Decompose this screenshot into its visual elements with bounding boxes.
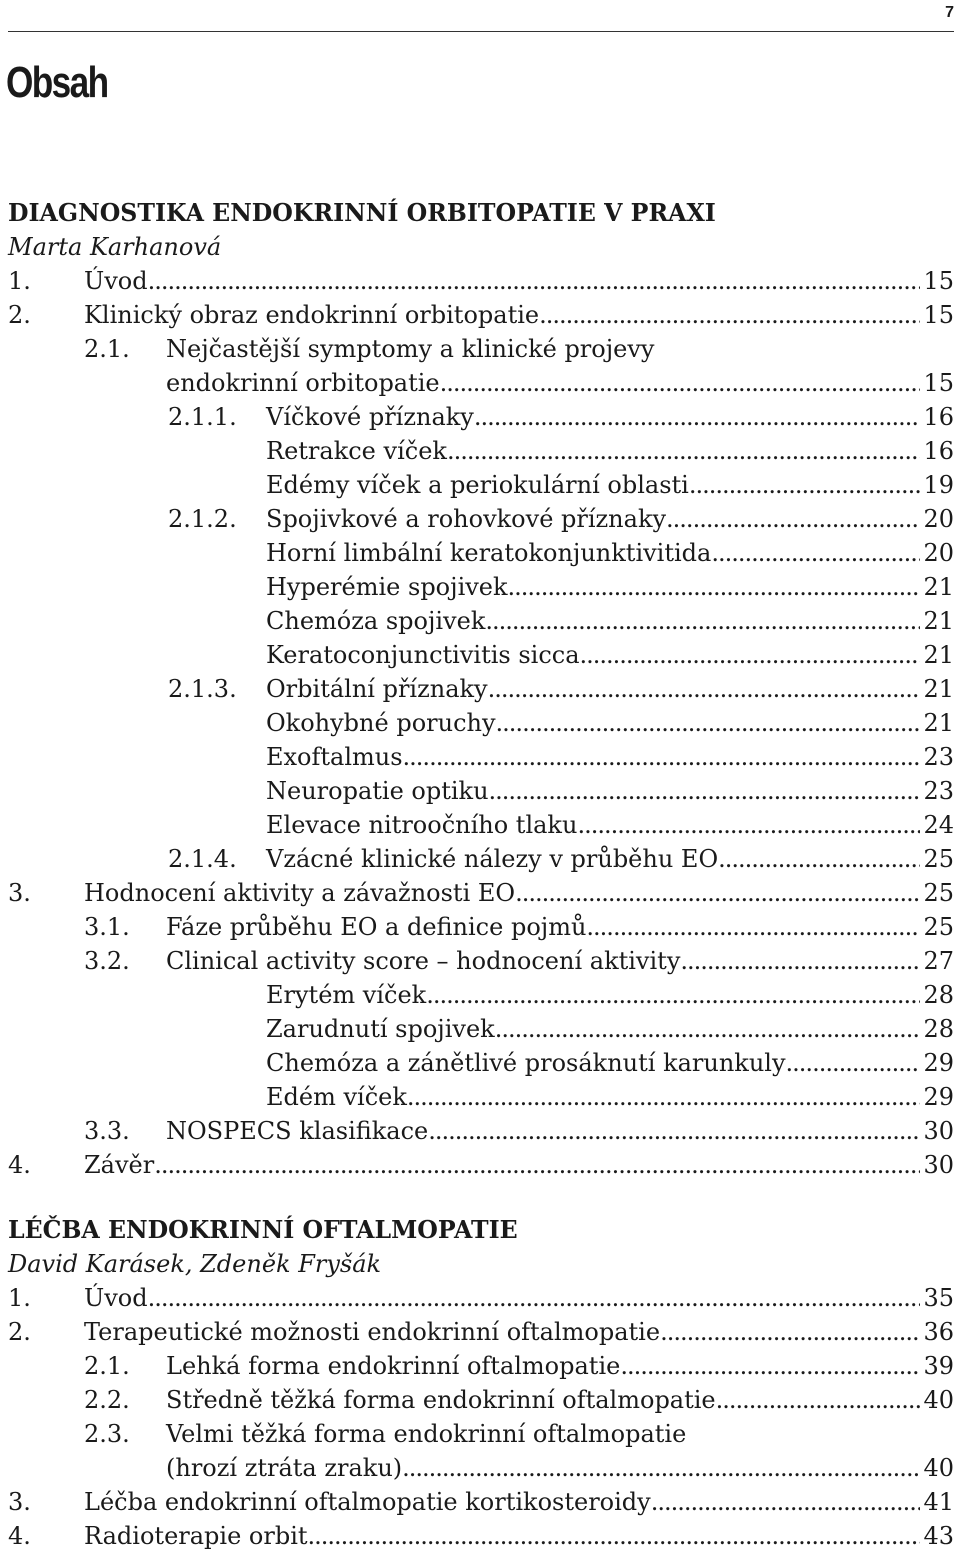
toc-entry-text[interactable]: Velmi těžká forma endokrinní oftalmopatie [166, 1417, 686, 1451]
dot-leader [308, 1519, 921, 1553]
toc-entry-page[interactable]: 41 [920, 1485, 954, 1519]
toc-section-diagnostika [8, 196, 954, 1182]
toc-row [8, 434, 954, 468]
toc-entry-page[interactable]: 23 [920, 774, 954, 808]
toc-entry[interactable] [266, 740, 954, 774]
toc-entry-page[interactable]: 19 [920, 468, 954, 502]
dot-leader [620, 1349, 920, 1383]
toc-entry-page[interactable]: 15 [920, 366, 954, 400]
dot-leader [577, 808, 920, 842]
toc-entry-page[interactable]: 21 [920, 706, 954, 740]
section-author: Marta Karhanová [8, 233, 222, 261]
dot-leader [515, 876, 920, 910]
toc-entry-page[interactable]: 21 [920, 672, 954, 706]
dot-leader [148, 1281, 921, 1315]
toc-row [8, 638, 954, 672]
toc-entry-number: 1. [8, 1284, 31, 1312]
toc-entry[interactable] [266, 502, 954, 536]
toc-entry-text[interactable]: Úvod [84, 1281, 148, 1315]
toc-entry-page[interactable]: 39 [920, 1349, 954, 1383]
toc-entry-text[interactable]: Okohybné poruchy [266, 706, 496, 740]
dot-leader [718, 842, 920, 876]
toc-entry-number: 2.1. [84, 335, 130, 363]
toc-entry-number: 2.1.2. [168, 505, 237, 533]
dot-leader [716, 1383, 921, 1417]
section-author: David Karásek, Zdeněk Fryšák [8, 1250, 382, 1278]
toc-entry-text[interactable]: Vzácné klinické nálezy v průběhu EO [266, 842, 718, 876]
toc-row [8, 1281, 954, 1315]
toc-entry[interactable] [84, 1315, 954, 1349]
toc-entry[interactable] [266, 978, 954, 1012]
toc-entry-text[interactable]: Clinical activity score – hodnocení aktivity [166, 944, 680, 978]
toc-entry[interactable] [266, 842, 954, 876]
toc-entry[interactable] [84, 1485, 954, 1519]
toc-entry-text[interactable]: Nejčastější symptomy a klinické projevy [166, 332, 654, 366]
toc-entry-text[interactable]: (hrozí ztráta zraku) [166, 1451, 402, 1485]
toc-entry-page[interactable]: 30 [920, 1148, 954, 1182]
toc-entry-text[interactable]: Fáze průběhu EO a definice pojmů [166, 910, 586, 944]
toc-entry-number: 2.1.1. [168, 403, 237, 431]
toc-entry-text[interactable]: Úvod [84, 264, 148, 298]
toc-entry-text[interactable]: Klinický obraz endokrinní orbitopatie [84, 298, 539, 332]
toc-entry-page[interactable]: 25 [920, 842, 954, 876]
toc-entry-page[interactable]: 29 [920, 1046, 954, 1080]
toc-entry[interactable] [166, 1383, 954, 1417]
toc-entry-number: 2.3. [84, 1420, 130, 1448]
toc-entry-number: 2.2. [84, 1386, 130, 1414]
toc-row [8, 536, 954, 570]
toc-entry[interactable] [84, 1148, 954, 1182]
toc-entry-page[interactable]: 28 [920, 1012, 954, 1046]
toc-entry-text[interactable]: Exoftalmus [266, 740, 403, 774]
toc-entry-page[interactable]: 21 [920, 570, 954, 604]
toc-entry-text[interactable]: Edémy víček a periokulární oblasti [266, 468, 689, 502]
toc-entry-page[interactable]: 25 [920, 910, 954, 944]
toc-entry-number: 2.1. [84, 1352, 130, 1380]
toc-entry[interactable] [166, 910, 954, 944]
toc-entry-page[interactable]: 25 [920, 876, 954, 910]
toc-entry-page[interactable]: 40 [920, 1383, 954, 1417]
toc-row [8, 1114, 954, 1148]
toc-entry-text[interactable]: Spojivkové a rohovkové příznaky [266, 502, 666, 536]
toc-entry-page[interactable]: 36 [920, 1315, 954, 1349]
dot-leader [666, 502, 920, 536]
toc-entry-text[interactable]: Hyperémie spojivek [266, 570, 508, 604]
toc-entry[interactable] [266, 468, 954, 502]
toc-entry-text[interactable]: Horní limbální keratokonjunktivitida [266, 536, 711, 570]
toc-entry-page[interactable]: 27 [920, 944, 954, 978]
section-title: DIAGNOSTIKA ENDOKRINNÍ ORBITOPATIE V PRAXI [8, 198, 716, 227]
toc-list [8, 1281, 954, 1553]
toc-row [8, 1383, 954, 1417]
toc-entry-page[interactable]: 35 [920, 1281, 954, 1315]
toc-entry-text[interactable]: endokrinní orbitopatie [166, 366, 440, 400]
dot-leader [428, 1114, 920, 1148]
toc-row [8, 1349, 954, 1383]
toc-entry[interactable] [84, 264, 954, 298]
toc-entry-text[interactable]: Orbitální příznaky [266, 672, 488, 706]
dot-leader [539, 298, 920, 332]
toc-entry[interactable] [266, 434, 954, 468]
toc-entry-page[interactable]: 23 [920, 740, 954, 774]
toc-row [8, 1519, 954, 1553]
toc-entry[interactable] [84, 1281, 954, 1315]
toc-row [8, 1451, 954, 1485]
dot-leader [488, 672, 921, 706]
toc-entry[interactable] [166, 1417, 954, 1451]
toc-row [8, 672, 954, 706]
dot-leader [474, 400, 921, 434]
toc-entry-number: 1. [8, 267, 31, 295]
toc-entry-page[interactable]: 29 [920, 1080, 954, 1114]
dot-leader [508, 570, 921, 604]
toc-entry-page[interactable]: 16 [920, 434, 954, 468]
toc-section-lecba [8, 1213, 954, 1553]
toc-entry-text[interactable]: Keratoconjunctivitis sicca [266, 638, 580, 672]
toc-entry-text[interactable]: Neuropatie optiku [266, 774, 489, 808]
dot-leader [580, 638, 921, 672]
dot-leader [148, 264, 921, 298]
toc-entry-page[interactable]: 40 [920, 1451, 954, 1485]
toc-entry[interactable] [84, 876, 954, 910]
toc-row [8, 774, 954, 808]
toc-row [8, 502, 954, 536]
toc-entry-number: 3.1. [84, 913, 130, 941]
dot-leader [495, 1012, 921, 1046]
dot-leader [440, 366, 921, 400]
toc-entry-number: 2.1.3. [168, 675, 237, 703]
toc-entry[interactable] [266, 604, 954, 638]
toc-row [8, 910, 954, 944]
toc-entry[interactable] [266, 774, 954, 808]
toc-entry-page[interactable]: 30 [920, 1114, 954, 1148]
toc-entry[interactable] [266, 536, 954, 570]
dot-leader [447, 434, 921, 468]
toc-entry[interactable] [266, 706, 954, 740]
toc-entry-number: 3.3. [84, 1117, 130, 1145]
header-rule [8, 31, 954, 32]
toc-entry-number: 4. [8, 1151, 31, 1179]
toc-row [8, 740, 954, 774]
toc-entry[interactable] [266, 672, 954, 706]
toc-entry-page[interactable]: 20 [920, 536, 954, 570]
toc-row [8, 1315, 954, 1349]
toc-list [8, 264, 954, 1182]
dot-leader [680, 944, 920, 978]
toc-entry[interactable] [266, 570, 954, 604]
toc-row [8, 400, 954, 434]
toc-row [8, 604, 954, 638]
toc-entry-text[interactable]: NOSPECS klasifikace [166, 1114, 428, 1148]
toc-entry-number: 4. [8, 1522, 31, 1550]
toc-entry[interactable] [166, 332, 954, 366]
toc-row [8, 1012, 954, 1046]
toc-entry[interactable] [266, 1080, 954, 1114]
toc-row [8, 706, 954, 740]
dot-leader [407, 1080, 921, 1114]
toc-entry[interactable] [166, 366, 954, 400]
toc-entry-number: 2. [8, 1318, 31, 1346]
toc-row [8, 842, 954, 876]
toc-entry-text[interactable]: Hodnocení aktivity a závažnosti EO [84, 876, 515, 910]
toc-row [8, 468, 954, 502]
toc-entry-text[interactable]: Chemóza a zánětlivé prosáknutí karunkuly [266, 1046, 786, 1080]
toc-entry[interactable] [166, 1114, 954, 1148]
dot-leader [586, 910, 920, 944]
toc-entry-page[interactable]: 24 [920, 808, 954, 842]
toc-entry-text[interactable]: Závěr [84, 1148, 154, 1182]
dot-leader [786, 1046, 921, 1080]
toc-entry[interactable] [84, 298, 954, 332]
toc-entry-number: 3. [8, 1488, 31, 1516]
toc-entry-text[interactable]: Edém víček [266, 1080, 407, 1114]
toc-entry-number: 2.1.4. [168, 845, 237, 873]
toc-entry-text[interactable]: Léčba endokrinní oftalmopatie kortikosteroidy [84, 1485, 651, 1519]
dot-leader [711, 536, 920, 570]
toc-entry-text[interactable]: Zarudnutí spojivek [266, 1012, 495, 1046]
toc-row [8, 264, 954, 298]
toc-entry-page[interactable]: 15 [920, 298, 954, 332]
toc-entry-number: 3.2. [84, 947, 130, 975]
page-number: 7 [945, 4, 954, 21]
dot-leader [403, 740, 921, 774]
toc-row [8, 808, 954, 842]
toc-row [8, 332, 954, 366]
toc-entry-text[interactable]: Víčkové příznaky [266, 400, 474, 434]
toc-entry-page[interactable]: 16 [920, 400, 954, 434]
dot-leader [651, 1485, 921, 1519]
toc-entry-text[interactable]: Radioterapie orbit [84, 1519, 308, 1553]
toc-row [8, 570, 954, 604]
toc-row [8, 944, 954, 978]
toc-row [8, 1148, 954, 1182]
toc-entry-text[interactable]: Erytém víček [266, 978, 426, 1012]
toc-row [8, 978, 954, 1012]
dot-leader [154, 1148, 920, 1182]
toc-entry-text[interactable]: Terapeutické možnosti endokrinní oftalmopatie [84, 1315, 660, 1349]
toc-entry[interactable] [266, 400, 954, 434]
dot-leader [496, 706, 921, 740]
toc-entry-page[interactable]: 20 [920, 502, 954, 536]
toc-entry-text[interactable]: Lehká forma endokrinní oftalmopatie [166, 1349, 620, 1383]
toc-row [8, 366, 954, 400]
dot-leader [402, 1451, 920, 1485]
dot-leader [689, 468, 921, 502]
toc-entry-page[interactable]: 28 [920, 978, 954, 1012]
toc-entry[interactable] [166, 1349, 954, 1383]
toc-entry-page[interactable]: 21 [920, 604, 954, 638]
toc-entry-page[interactable]: 15 [920, 264, 954, 298]
toc-entry-number: 3. [8, 879, 31, 907]
section-title: LÉČBA ENDOKRINNÍ OFTALMOPATIE [8, 1215, 518, 1244]
toc-entry-text[interactable]: Elevace nitroočního tlaku [266, 808, 577, 842]
dot-leader [489, 774, 921, 808]
toc-row [8, 1046, 954, 1080]
toc-entry[interactable] [84, 1519, 954, 1553]
dot-leader [426, 978, 920, 1012]
toc-entry-text[interactable]: Chemóza spojivek [266, 604, 485, 638]
page-title: Obsah [6, 58, 108, 107]
toc-entry[interactable] [266, 1012, 954, 1046]
toc-entry-page[interactable]: 21 [920, 638, 954, 672]
toc-entry-page[interactable]: 43 [920, 1519, 954, 1553]
toc-entry[interactable] [266, 808, 954, 842]
toc-entry[interactable] [266, 638, 954, 672]
toc-row [8, 1417, 954, 1451]
dot-leader [485, 604, 920, 638]
toc-entry[interactable] [266, 1046, 954, 1080]
toc-row [8, 1485, 954, 1519]
toc-entry-text[interactable]: Retrakce víček [266, 434, 447, 468]
toc-entry-number: 2. [8, 301, 31, 329]
toc-entry[interactable] [166, 944, 954, 978]
toc-row [8, 876, 954, 910]
toc-entry-text[interactable]: Středně těžká forma endokrinní oftalmopatie [166, 1383, 716, 1417]
dot-leader [660, 1315, 920, 1349]
toc-row [8, 298, 954, 332]
toc-row [8, 1080, 954, 1114]
toc-entry[interactable] [166, 1451, 954, 1485]
